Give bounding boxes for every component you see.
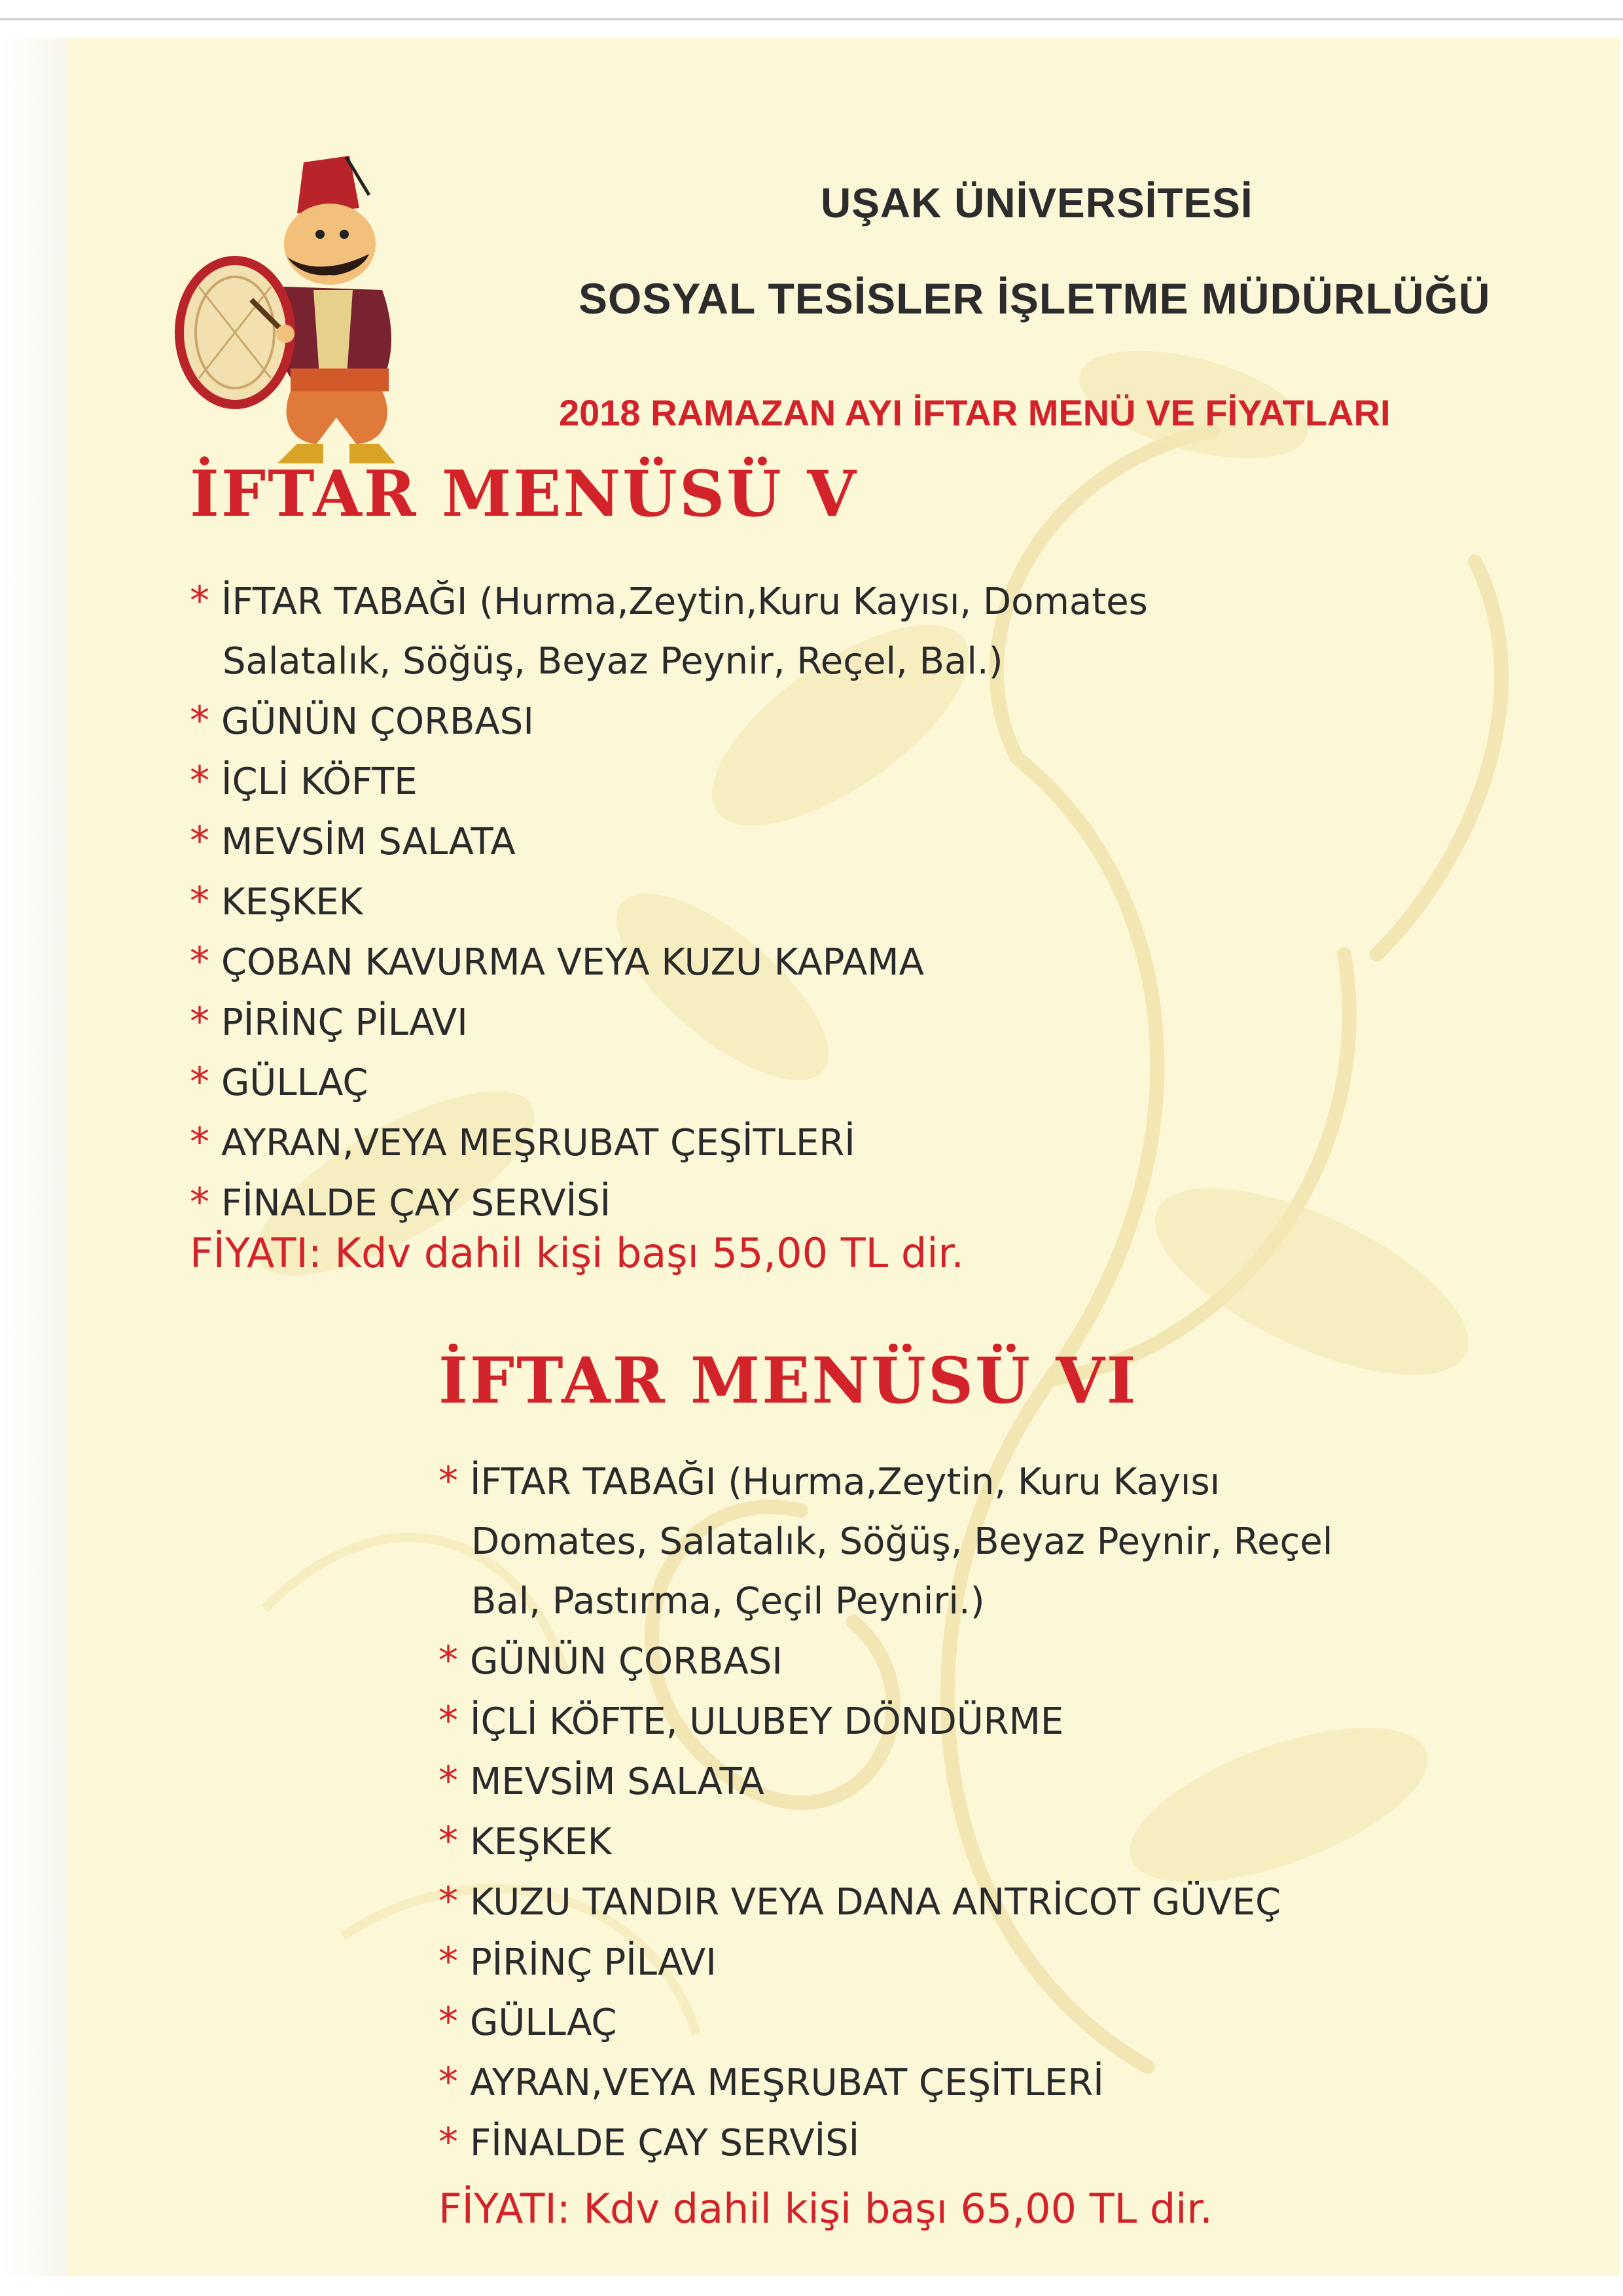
list-item: * FİNALDE ÇAY SERVİSİ — [438, 2119, 860, 2165]
list-item-continuation: Salatalık, Söğüş, Beyaz Peynir, Reçel, Bal.) — [223, 640, 1003, 683]
list-item: * İFTAR TABAĞI (Hurma,Zeytin,Kuru Kayısı, Domates — [190, 578, 1148, 624]
university-name: UŞAK ÜNİVERSİTESİ — [821, 179, 1253, 226]
asterisk-icon: * — [438, 1999, 458, 2045]
asterisk-icon: * — [438, 1638, 458, 1683]
asterisk-icon: * — [438, 1758, 458, 1804]
asterisk-icon: * — [438, 1458, 458, 1504]
list-item: * KEŞKEK — [438, 1818, 612, 1864]
list-item: * AYRAN,VEYA MEŞRUBAT ÇEŞİTLERİ — [438, 2059, 1104, 2105]
drummer-mascot-icon — [173, 136, 480, 476]
menu-page — [68, 38, 1620, 2276]
asterisk-icon: * — [190, 578, 209, 624]
list-item: * FİNALDE ÇAY SERVİSİ — [190, 1179, 611, 1225]
list-item: * İÇLİ KÖFTE, ULUBEY DÖNDÜRME — [438, 1698, 1064, 1744]
asterisk-icon: * — [190, 758, 209, 804]
asterisk-icon: * — [190, 999, 209, 1045]
scan-top-line — [0, 18, 1623, 20]
list-item: * İFTAR TABAĞI (Hurma,Zeytin, Kuru Kayısı — [438, 1458, 1221, 1504]
list-item: * GÜLLAÇ — [438, 1999, 617, 2045]
list-item: * ÇOBAN KAVURMA VEYA KUZU KAPAMA — [190, 939, 924, 984]
asterisk-icon: * — [190, 878, 209, 924]
department-name: SOSYAL TESİSLER İŞLETME MÜDÜRLÜĞÜ — [579, 274, 1491, 323]
menu-5-items — [190, 571, 1148, 1233]
menu-5-price: FİYATI: Kdv dahil kişi başı 55,00 TL dir. — [190, 1229, 964, 1277]
list-item: * İÇLİ KÖFTE — [190, 758, 418, 804]
menu-6-price: FİYATI: Kdv dahil kişi başı 65,00 TL dir. — [438, 2185, 1213, 2233]
list-item: * GÜLLAÇ — [190, 1059, 368, 1105]
asterisk-icon: * — [190, 698, 209, 744]
list-item: * PİRİNÇ PİLAVI — [438, 1939, 717, 1984]
page-subtitle: 2018 RAMAZAN AYI İFTAR MENÜ VE FİYATLARI — [559, 392, 1391, 433]
asterisk-icon: * — [438, 1939, 458, 1984]
menu-6-items — [438, 1452, 1332, 2173]
scan-margin — [0, 38, 68, 2276]
list-item: * MEVSİM SALATA — [190, 818, 516, 864]
list-item-continuation: Domates, Salatalık, Söğüş, Beyaz Peynir, Reçel — [471, 1520, 1333, 1563]
list-item: * KEŞKEK — [190, 878, 363, 924]
asterisk-icon: * — [190, 1059, 209, 1105]
asterisk-icon: * — [438, 1878, 458, 1924]
asterisk-icon: * — [438, 1698, 458, 1744]
menu-5-title: İFTAR MENÜSÜ V — [190, 457, 858, 531]
asterisk-icon: * — [190, 1179, 209, 1225]
list-item: * GÜNÜN ÇORBASI — [190, 698, 534, 744]
list-item: * PİRİNÇ PİLAVI — [190, 999, 468, 1045]
list-item: * KUZU TANDIR VEYA DANA ANTRİCOT GÜVEÇ — [438, 1878, 1281, 1924]
asterisk-icon: * — [438, 2059, 458, 2105]
asterisk-icon: * — [438, 1818, 458, 1864]
menu-6-title: İFTAR MENÜSÜ VI — [438, 1344, 1138, 1418]
list-item: * GÜNÜN ÇORBASI — [438, 1638, 783, 1683]
list-item-continuation: Bal, Pastırma, Çeçil Peyniri.) — [471, 1580, 985, 1623]
asterisk-icon: * — [190, 939, 209, 984]
list-item: * MEVSİM SALATA — [438, 1758, 764, 1804]
list-item: * AYRAN,VEYA MEŞRUBAT ÇEŞİTLERİ — [190, 1119, 855, 1165]
asterisk-icon: * — [190, 818, 209, 864]
asterisk-icon: * — [438, 2119, 458, 2165]
asterisk-icon: * — [190, 1119, 209, 1165]
